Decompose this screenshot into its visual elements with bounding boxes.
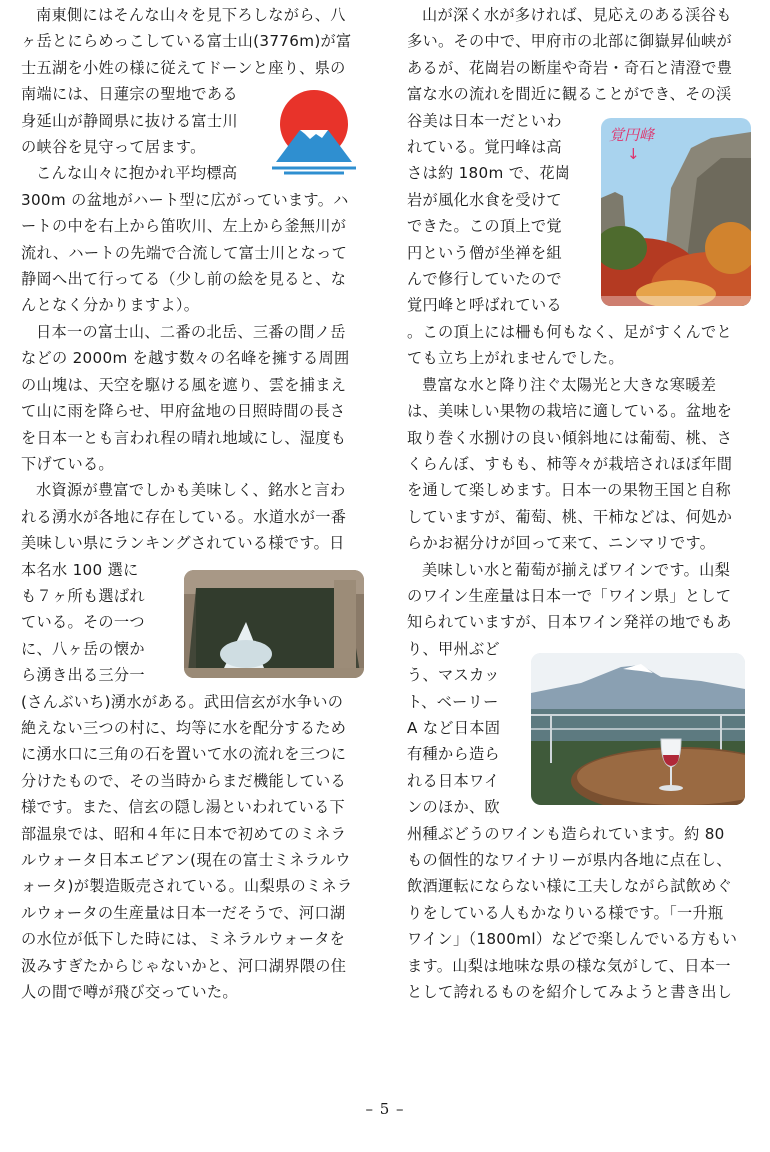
text-line: 300m の盆地がハート型に広がっています。ハ (21, 190, 349, 209)
text-line: ト、ベーリー (407, 692, 499, 711)
text-line: ォータ)が製造販売されている。山梨県のミネラ (21, 877, 353, 896)
text-line: 南東側にはそんな山々を見下ろしながら、八 (36, 6, 346, 24)
text-line: として誇れるものを紹介してみようと書き出し (407, 983, 733, 1002)
text-line: 取り巻く水捌けの良い傾斜地には葡萄、桃、さ (407, 428, 733, 447)
text-line: ートの中を右上から笛吹川、左上から釜無川が (21, 217, 347, 236)
text-line: 様です。また、信玄の隠し湯といわれている下 (21, 798, 346, 817)
kakuenpo-caption: 覚円峰 (609, 126, 655, 144)
text-line: ら湧き出る三分一 (21, 666, 145, 685)
text-line: 下げている。 (21, 454, 114, 473)
text-line: のワイン生産量は日本一で「ワイン県」として (407, 586, 732, 605)
text-line: の水位が低下した時には、ミネラルウォータを (21, 930, 346, 949)
text-line: 知られていますが、日本ワイン発祥の地でもあ (407, 613, 732, 632)
text-line: て山に雨を降らせ、甲府盆地の日照時間の長さ (21, 402, 346, 421)
text-line: ている。その一つ (21, 613, 145, 632)
text-line: れている。覚円峰は高 (407, 138, 562, 157)
text-line: ます。山梨は地味な県の様な気がして、日本一 (407, 956, 731, 975)
text-line: 美味しい水と葡萄が揃えばワインです。山梨 (422, 560, 731, 579)
text-line: 静岡へ出て行ってる（少し前の絵を見ると、な (21, 270, 347, 289)
right-column (407, 0, 757, 1005)
text-line: り、甲州ぶど (407, 639, 500, 658)
text-line: 円という僧が坐禅を組 (407, 243, 562, 262)
text-line: できた。この頂上で覚 (407, 217, 562, 236)
left-column (21, 0, 373, 1005)
text-line: 。この頂上には柵も何もなく、足がすくんでと (407, 322, 732, 341)
text-line: 日本一の富士山、二番の北岳、三番の間ノ岳 (36, 322, 346, 341)
text-line: 南端には、日蓮宗の聖地である (21, 85, 238, 104)
text-line: 分けたもので、その当時からまだ機能している (21, 771, 346, 790)
text-line: 人の間で噂が飛び交っていた。 (21, 983, 238, 1002)
text-line: などの 2000m を越す数々の名峰を擁する周囲 (21, 349, 350, 368)
text-line: んで修行していたので (407, 270, 562, 289)
text-line: していますが、葡萄、桃、干柿などは、何処か (407, 507, 733, 526)
text-line: さは約 180m で、花崗 (407, 164, 571, 183)
text-line: (さんぶいち)湧水がある。武田信玄が水争いの (21, 692, 344, 711)
text-line: れる湧水が各地に存在している。水道水が一番 (21, 507, 347, 526)
text-line: 覚円峰と呼ばれている (407, 296, 562, 315)
text-line: 汲みすぎたからじゃないかと、河口湖界隈の住 (21, 956, 347, 975)
text-line: を通して楽しめます。日本一の果物王国と自称 (407, 481, 732, 500)
paragraph-gorge (407, 2, 757, 372)
text-line: 豊富な水と降り注ぐ太陽光と大きな寒暖差 (422, 375, 717, 394)
text-line: らかお裾分けが回って来て、ニンマリです。 (407, 534, 716, 553)
text-line: りをしている人もかなりいる様です。「一升瓶 (407, 903, 724, 922)
text-line: に湧水口に三角の石を置いて水の流れを三つに (21, 745, 347, 764)
text-line: くらんぼ、すもも、柿等々が栽培されほぼ年間 (407, 454, 733, 473)
text-line: 有種から造ら (407, 745, 500, 764)
text-line: 士五湖を小姓の様に従えてドーンと座り、県の (21, 58, 346, 77)
text-line: に、八ヶ岳の懐か (21, 639, 145, 658)
text-line: ルウォータの生産量は日本一だそうで、河口湖 (21, 903, 346, 922)
text-line: の峡谷を見守って居ます。 (21, 138, 206, 157)
text-line: 流れ、ハートの先端で合流して富士川となって (21, 243, 348, 262)
text-line: 富な水の流れを間近に観ることができ、その渓 (407, 85, 732, 104)
text-line: 身延山が静岡県に抜ける富士川 (21, 111, 238, 130)
text-line: 美味しい県にランキングされている様です。日 (21, 534, 345, 553)
text-line: の山塊は、天空を駆ける風を遮り、雲を捕まえ (21, 375, 347, 394)
paragraph-wine (407, 557, 757, 1006)
paragraph-water (21, 477, 373, 1005)
text-line: 州種ぶどうのワインも造られています。約 80 (407, 824, 725, 843)
paragraph-heart-basin (21, 160, 373, 318)
text-line: ンのほか、欧 (407, 798, 500, 817)
text-line: は、美味しい果物の栽培に適している。盆地を (407, 402, 733, 421)
text-line: ヶ岳とにらめっこしている富士山(3776m)が富 (21, 32, 352, 51)
text-line: 飲酒運転にならない様に工夫しながら試飲めぐ (407, 877, 733, 896)
paragraph-fuji (21, 2, 373, 160)
kakuenpo-arrow-icon: ↓ (627, 145, 640, 163)
text-line: 山が深く水が多ければ、見応えのある渓谷も (422, 6, 732, 24)
text-line: 本名水 100 選に (21, 560, 139, 579)
text-line: あるが、花崗岩の断崖や奇岩・奇石と清澄で豊 (407, 58, 733, 77)
text-line: う、マスカッ (407, 666, 500, 685)
paragraph-climate (21, 319, 373, 477)
text-line: も７ヶ所も選ばれ (21, 586, 145, 605)
paragraph-fruit (407, 372, 757, 557)
text-line: 岩が風化水食を受けて (407, 190, 562, 209)
text-line: こんな山々に抱かれ平均標高 (36, 164, 238, 183)
text-line: 部温泉では、昭和４年に日本で初めてのミネラ (21, 824, 347, 843)
text-line: 多い。その中で、甲府市の北部に御嶽昇仙峡が (407, 32, 732, 51)
text-line: ルウォータ日本エビアン(現在の富士ミネラルウ (21, 851, 351, 869)
text-line: れる日本ワイ (407, 771, 500, 790)
text-line: 絶えない三つの村に、均等に水を配分するため (21, 718, 347, 737)
text-line: を日本一とも言われ程の晴れ地域にし、湿度も (21, 428, 347, 447)
page-number: – 5 – (365, 1100, 405, 1118)
text-line: 水資源が豊富でしかも美味しく、銘水と言わ (36, 481, 346, 500)
text-line: 谷美は日本一だといわ (407, 111, 562, 130)
text-line: んとなく分かりますよ）。 (21, 296, 200, 315)
text-line: ても立ち上がれませんでした。 (407, 349, 624, 368)
text-line: ワイン」（1800ml）などで楽しんでいる方もい (407, 930, 738, 949)
text-line: A など日本固 (407, 718, 501, 737)
text-line: もの個性的なワイナリーが県内各地に点在し、 (407, 851, 732, 869)
